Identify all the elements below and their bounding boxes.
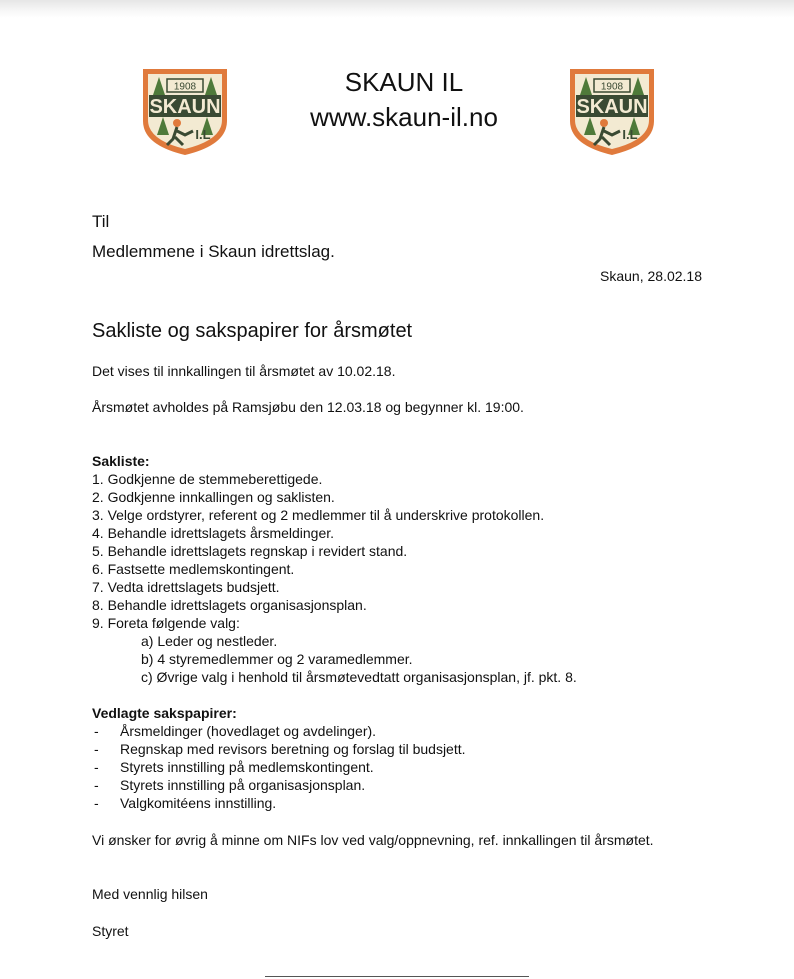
bullet-dash: - xyxy=(94,795,99,811)
logo-suffix: I.L xyxy=(622,127,638,142)
page-divider xyxy=(265,976,529,977)
agenda-item: 5. Behandle idrettslagets regnskap i revidert stand. xyxy=(92,543,408,559)
closing-greeting: Med vennlig hilsen xyxy=(92,886,208,902)
bullet-dash: - xyxy=(94,777,99,793)
agenda-label: Sakliste: xyxy=(92,453,150,469)
club-website: www.skaun-il.no xyxy=(310,102,498,132)
agenda-item: 1. Godkjenne de stemmeberettigede. xyxy=(92,471,323,487)
intro-paragraph: Det vises til innkallingen til årsmøtet av 10.02.18. xyxy=(92,363,396,379)
agenda-subitem: c) Øvrige valg i henhold til årsmøtevedtatt organisasjonsplan, jf. pkt. 8. xyxy=(141,669,577,685)
logo-suffix: I.L xyxy=(195,127,211,142)
agenda-item: 6. Fastsette medlemskontingent. xyxy=(92,561,295,577)
attachments-label: Vedlagte sakspapirer: xyxy=(92,705,237,721)
meeting-info-paragraph: Årsmøtet avholdes på Ramsjøbu den 12.03.18 og begynner kl. 19:00. xyxy=(92,399,524,415)
attachment-item xyxy=(92,758,466,776)
agenda-subitem: b) 4 styremedlemmer og 2 varamedlemmer. xyxy=(141,651,413,667)
agenda-item: 3. Velge ordstyrer, referent og 2 medlemmer til å underskrive protokollen. xyxy=(92,507,545,523)
to-label: Til xyxy=(92,212,110,231)
attachment-text: Valgkomitéens innstilling. xyxy=(120,795,277,811)
attachment-item xyxy=(92,776,466,794)
agenda-item: 7. Vedta idrettslagets budsjett. xyxy=(92,579,280,595)
logo-year: 1908 xyxy=(173,81,197,93)
letter-date: Skaun, 28.02.18 xyxy=(600,268,702,284)
page-title: Sakliste og sakspapirer for årsmøtet xyxy=(92,320,413,342)
logo-name: SKAUN xyxy=(149,96,221,118)
attachment-item xyxy=(92,722,466,740)
logo-name: SKAUN xyxy=(576,96,648,118)
bullet-dash: - xyxy=(94,723,99,739)
recipient: Medlemmene i Skaun idrettslag. xyxy=(92,242,335,261)
agenda-item: 9. Foreta følgende valg: xyxy=(92,615,240,631)
agenda-item: 8. Behandle idrettslagets organisasjonsplan. xyxy=(92,597,367,613)
bullet-dash: - xyxy=(94,741,99,757)
page-top-shadow xyxy=(0,0,794,18)
agenda-subitem: a) Leder og nestleder. xyxy=(141,633,278,649)
club-name: SKAUN IL xyxy=(344,67,464,97)
signature: Styret xyxy=(92,923,129,939)
attachment-item xyxy=(92,794,466,812)
attachment-text: Styrets innstilling på medlemskontingent. xyxy=(120,759,374,775)
agenda-item: 2. Godkjenne innkallingen og saklisten. xyxy=(92,489,335,505)
bullet-dash: - xyxy=(94,759,99,775)
attachment-text: Regnskap med revisors beretning og forslag til budsjett. xyxy=(120,741,466,757)
attachment-item xyxy=(92,740,466,758)
attachment-text: Årsmeldinger (hovedlaget og avdelinger). xyxy=(120,723,377,739)
agenda-item: 4. Behandle idrettslagets årsmeldinger. xyxy=(92,525,335,541)
agenda-section xyxy=(92,452,577,686)
attachment-text: Styrets innstilling på organisasjonsplan. xyxy=(120,777,366,793)
reminder-paragraph: Vi ønsker for øvrig å minne om NIFs lov ved valg/oppnevning, ref. innkallingen til årsmøtet. xyxy=(92,832,654,848)
logo-year: 1908 xyxy=(600,81,624,93)
attachments-section xyxy=(92,704,466,812)
